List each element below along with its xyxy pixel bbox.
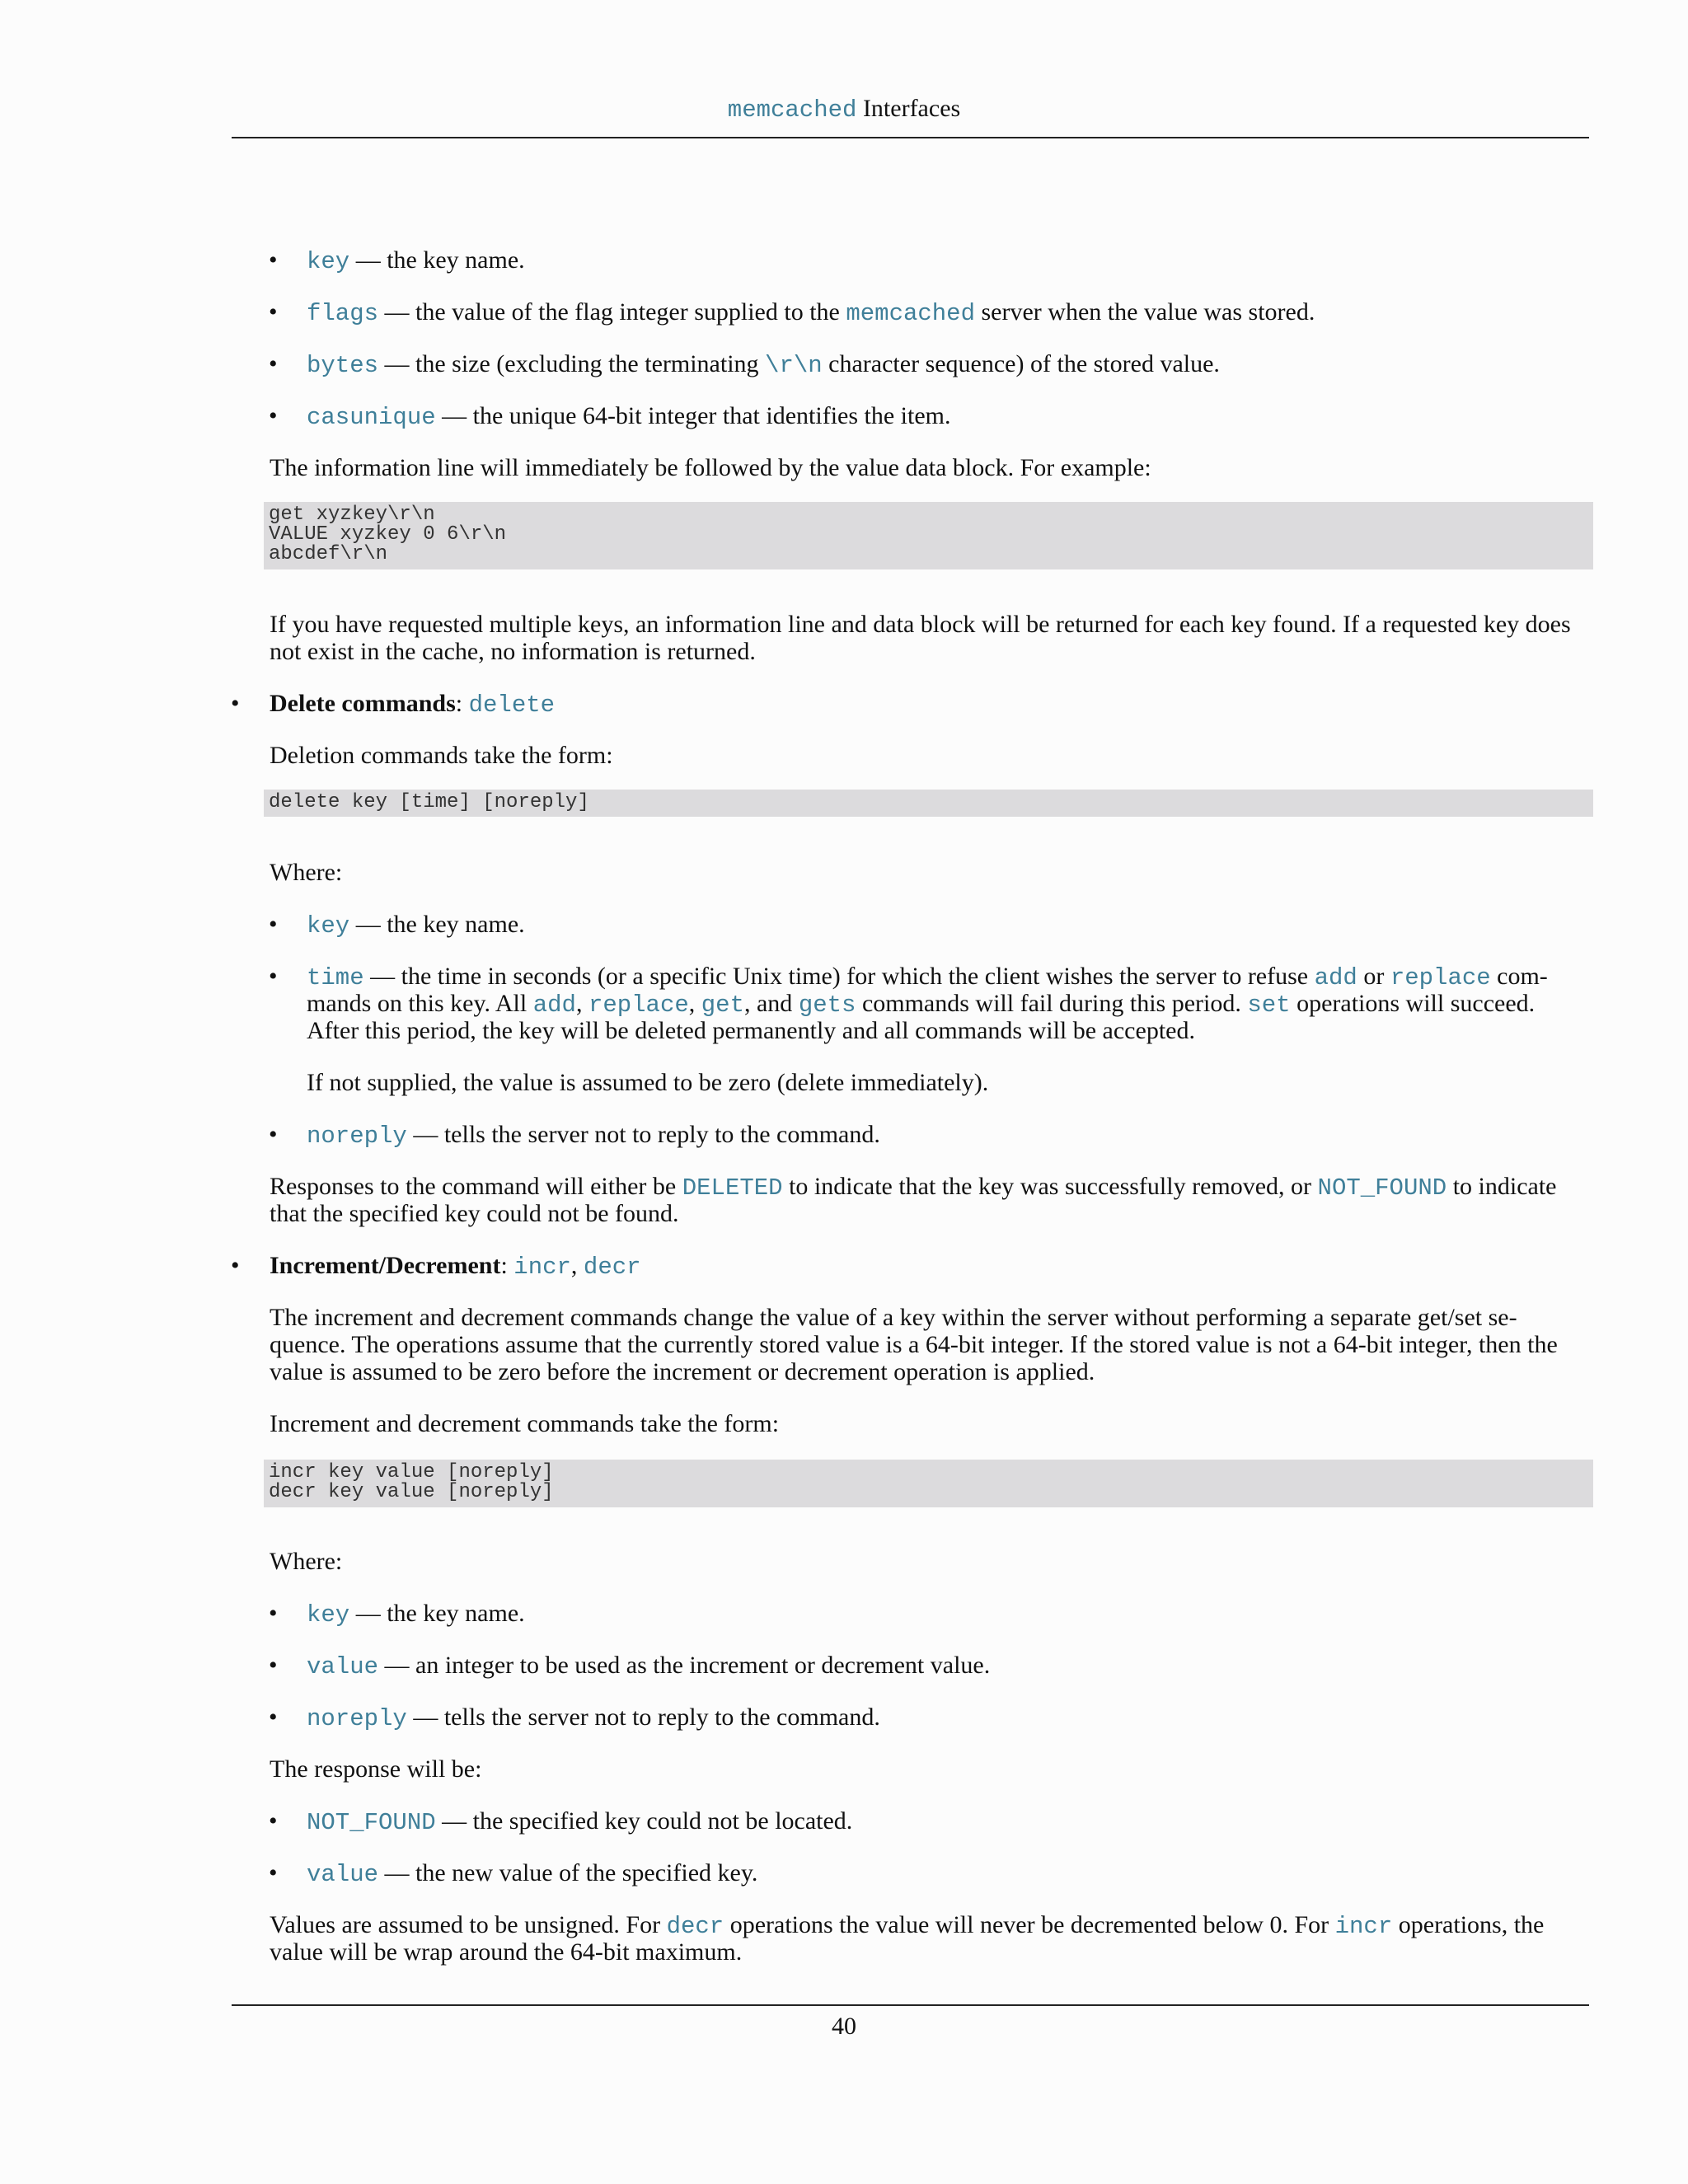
- incr-example-code: incr key value [noreply] decr key value [noreply]: [264, 1460, 1593, 1507]
- bullet: •: [231, 1252, 240, 1279]
- get-example-code: get xyzkey\r\n VALUE xyzkey 0 6\r\n abcdef\r\n: [264, 502, 1593, 569]
- incr-where: Where:: [270, 1548, 343, 1575]
- delete-example-code: delete key [time] [noreply]: [264, 790, 1593, 817]
- delete-param-time-line1: time — the time in seconds (or a specific Unix time) for which the client wishes the server to refuse add or replace com-: [307, 963, 1548, 991]
- bullet: •: [269, 963, 278, 990]
- incr-desc-line2: quence. The operations assume that the currently stored value is a 64-bit integer. If the stored value is not a 64-bit integer, then the: [270, 1331, 1558, 1358]
- bullet: •: [269, 1704, 278, 1731]
- bullet: •: [269, 911, 278, 938]
- get-intro: The information line will immediately be followed by the value data block. For example:: [270, 454, 1151, 481]
- bullet: •: [231, 690, 240, 717]
- field-casunique: casunique — the unique 64-bit integer that identifies the item.: [307, 402, 951, 431]
- field-flags: flags — the value of the flag integer supplied to the memcached server when the value was stored.: [307, 298, 1315, 327]
- delete-response-line1: Responses to the command will either be DELETED to indicate that the key was successfully removed, or NOT_FOUND to indicate: [270, 1173, 1557, 1202]
- footer-rule: [232, 2004, 1589, 2006]
- page-header: [0, 95, 1688, 124]
- incr-heading: Increment/Decrement: incr, decr: [270, 1252, 641, 1281]
- header-rule: [232, 137, 1589, 138]
- bullet: •: [269, 350, 278, 377]
- delete-heading: Delete commands: delete: [270, 690, 556, 719]
- bullet: •: [269, 1807, 278, 1835]
- incr-response-notfound: NOT_FOUND — the specified key could not be located.: [307, 1807, 853, 1836]
- bullet: •: [269, 1859, 278, 1886]
- bullet: •: [269, 246, 278, 274]
- delete-param-key: key — the key name.: [307, 911, 525, 940]
- delete-param-time-line2: mands on this key. All add, replace, get, and gets commands will fail during this period. set operations will succeed.: [307, 990, 1536, 1019]
- get-multi-line2: not exist in the cache, no information is returned.: [270, 638, 756, 665]
- bullet: •: [269, 1600, 278, 1627]
- bullet: •: [269, 298, 278, 326]
- incr-response-intro: The response will be:: [270, 1755, 482, 1783]
- field-key: key — the key name.: [307, 246, 525, 275]
- delete-param-time-default: If not supplied, the value is assumed to be zero (delete immediately).: [307, 1069, 989, 1096]
- bullet: •: [269, 1652, 278, 1679]
- header-code: memcached: [727, 96, 857, 124]
- bullet: •: [269, 402, 278, 429]
- delete-intro: Deletion commands take the form:: [270, 742, 613, 769]
- incr-param-key: key — the key name.: [307, 1600, 525, 1629]
- incr-response-value: value — the new value of the specified key.: [307, 1859, 758, 1888]
- delete-where: Where:: [270, 859, 343, 886]
- incr-desc-line3: value is assumed to be zero before the increment or decrement operation is applied.: [270, 1358, 1095, 1385]
- field-bytes: bytes — the size (excluding the terminating \r\n character sequence) of the stored value.: [307, 350, 1220, 379]
- incr-param-value: value — an integer to be used as the increment or decrement value.: [307, 1652, 991, 1680]
- incr-param-noreply: noreply — tells the server not to reply to the command.: [307, 1704, 880, 1732]
- page-number: 40: [832, 2013, 856, 2040]
- incr-intro: Increment and decrement commands take the form:: [270, 1410, 780, 1437]
- get-multi-line1: If you have requested multiple keys, an information line and data block will be returned for each key found. If a requested key does: [270, 611, 1571, 638]
- delete-param-time-line3: After this period, the key will be deleted permanently and all commands will be accepted.: [307, 1017, 1195, 1044]
- delete-response-line2: that the specified key could not be found.: [270, 1200, 679, 1227]
- incr-final-line1: Values are assumed to be unsigned. For decr operations the value will never be decremented below 0. For incr operations, the: [270, 1911, 1545, 1940]
- header-text: Interfaces: [862, 95, 961, 122]
- incr-desc-line1: The increment and decrement commands change the value of a key within the server without performing a separate get/set se-: [270, 1304, 1517, 1331]
- delete-param-noreply: noreply — tells the server not to reply to the command.: [307, 1121, 880, 1150]
- bullet: •: [269, 1121, 278, 1148]
- incr-final-line2: value will be wrap around the 64-bit maximum.: [270, 1938, 743, 1966]
